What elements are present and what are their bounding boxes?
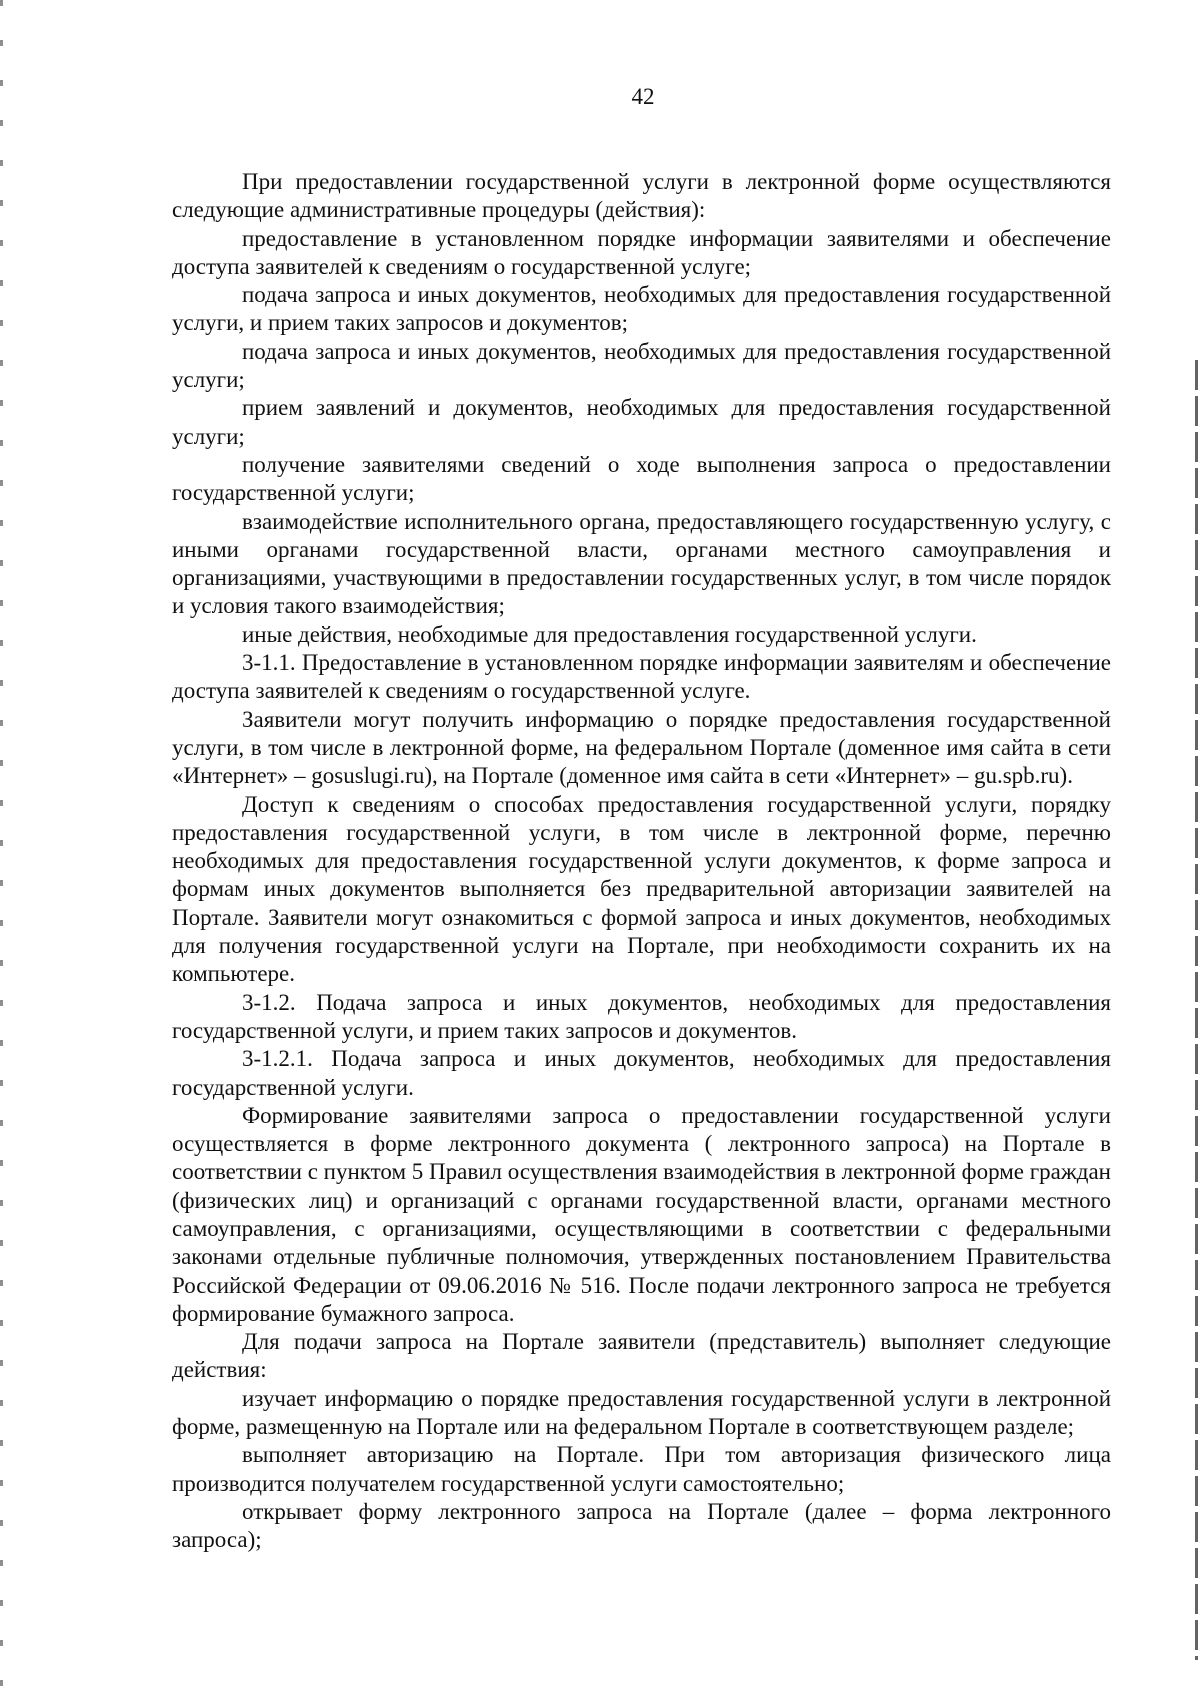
paragraph: Формирование заявителями запроса о предоставлении государственной услуги осуществляется в форме лектронного документа ( лектронного запроса) на Портале в соответствии с пунктом 5 Правил осуществления взаимодействия в лектронной форме граждан (физических лиц) и организаций с органами государственной власти, органами местного самоуправления, с организациями, осуществляющими в соответствии с федеральными законами отдельные публичные полномочия, утвержденных постановлением Правительства Российской Федерации от 09.06.2016 № 516. После подачи лектронного запроса не требуется формирование бумажного запроса. xyxy=(172,1102,1111,1326)
paragraph: 3-1.1. Предоставление в установленном порядке информации заявителям и обеспечение доступа заявителей к сведениям о государственной услуге. xyxy=(172,650,1111,704)
paragraph: взаимодействие исполнительного органа, предоставляющего государственную услугу, с иными органами государственной власти, органами местного самоуправления и организациями, участвующими в предоставлении государственных услуг, в том числе порядок и условия такого взаимодействия; xyxy=(172,508,1111,619)
paragraph: прием заявлений и документов, необходимых для предоставления государственной услуги; xyxy=(172,395,1111,449)
paragraph: предоставление в установленном порядке информации заявителями и обеспечение доступа заявителей к сведениям о государственной услуге; xyxy=(172,225,1111,279)
paragraph: выполняет авторизацию на Портале. При том авторизация физического лица производится получателем государственной услуги самостоятельно; xyxy=(172,1442,1111,1496)
paragraph: 3-1.2.1. Подача запроса и иных документов, необходимых для предоставления государственной услуги. xyxy=(172,1046,1111,1100)
document-body xyxy=(172,168,1111,1555)
scan-edge-right xyxy=(1195,360,1198,1660)
paragraph: подача запроса и иных документов, необходимых для предоставления государственной услуги; xyxy=(172,338,1111,393)
paragraph: получение заявителями сведений о ходе выполнения запроса о предоставлении государственной услуги; xyxy=(172,451,1111,506)
paragraph: Заявители могут получить информацию о порядке предоставления государственной услуги, в том числе в лектронной форме, на федеральном Портале (доменное имя сайта в сети «Интернет» – gosuslugi.ru), на Портале (доменное имя сайта в сети «Интернет» – gu.spb.ru). xyxy=(172,706,1111,789)
paragraph: открывает форму лектронного запроса на Портале (далее – форма лектронного запроса); xyxy=(172,1498,1111,1553)
paragraph: При предоставлении государственной услуги в лектронной форме осуществляются следующие административные процедуры (действия): xyxy=(172,169,1111,223)
paragraph: Доступ к сведениям о способах предоставления государственной услуги, порядку предоставления государственной услуги, в том числе в лектронной форме, перечню необходимых для предоставления государственной услуги документов, к форме запроса и формам иных документов выполняется без предварительной авторизации заявителей на Портале. Заявители могут ознакомиться с формой запроса и иных документов, необходимых для получения государственной услуги на Портале, при необходимости сохранить их на компьютере. xyxy=(172,791,1111,987)
paragraph: иные действия, необходимые для предоставления государственной услуги. xyxy=(242,621,977,647)
paragraph: 3-1.2. Подача запроса и иных документов, необходимых для предоставления государственной услуги, и прием таких запросов и документов. xyxy=(172,989,1111,1043)
paragraph: Для подачи запроса на Портале заявители (представитель) выполняет следующие действия: xyxy=(172,1329,1111,1383)
page-number: 42 xyxy=(631,84,655,109)
paragraph: изучает информацию о порядке предоставления государственной услуги в лектронной форме, размещенную на Портале или на федеральном Портале в соответствующем разделе; xyxy=(172,1385,1111,1440)
scan-edge-left xyxy=(0,0,3,1697)
paragraph: подача запроса и иных документов, необходимых для предоставления государственной услуги, и прием таких запросов и документов; xyxy=(172,282,1111,336)
